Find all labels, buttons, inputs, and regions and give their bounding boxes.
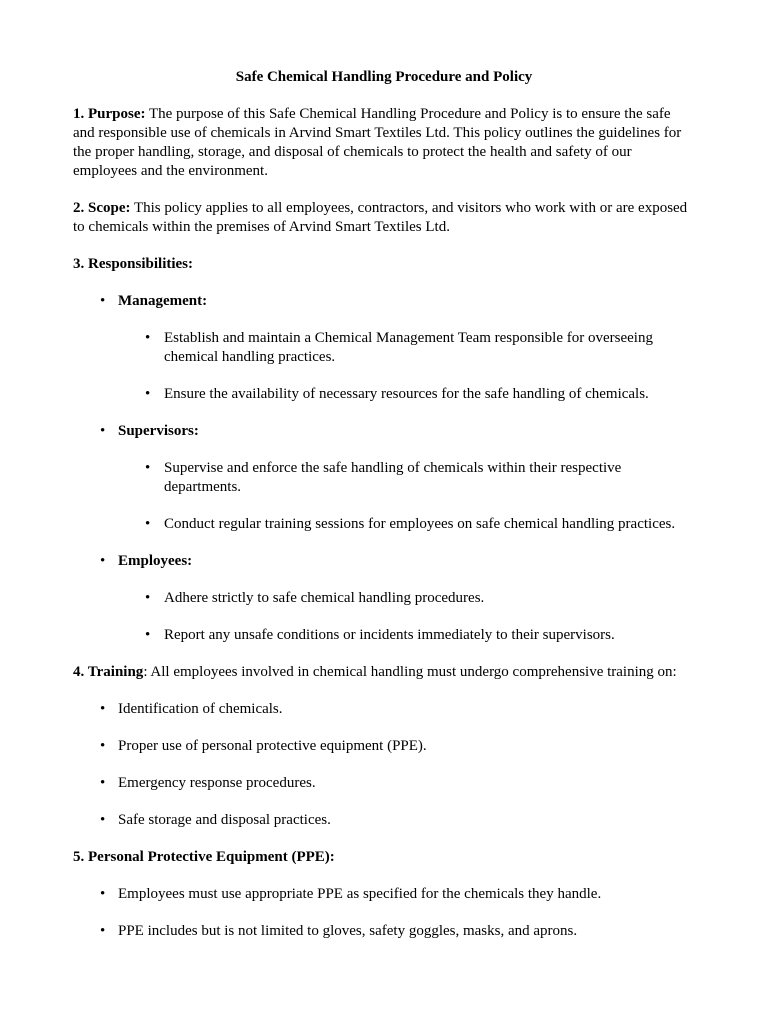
- list-item: • Safe storage and disposal practices.: [73, 811, 695, 830]
- employees-duties-list: [118, 589, 695, 645]
- training-label: 4. Training: [73, 664, 144, 680]
- list-item: • Establish and maintain a Chemical Management Team responsible for overseeing chemical handling practices.: [118, 329, 695, 367]
- scope-text: This policy applies to all employees, contractors, and visitors who work with or are exposed to chemicals within the premises of Arvind Smart Textiles Ltd.: [73, 200, 688, 235]
- responsibility-group-employees: [73, 552, 695, 645]
- training-text: : All employees involved in chemical handling must undergo comprehensive training on:: [143, 664, 677, 680]
- scope-label: 2. Scope:: [73, 200, 131, 216]
- list-item: • Conduct regular training sessions for employees on safe chemical handling practices.: [118, 515, 695, 534]
- scope-section: [73, 199, 695, 237]
- list-item: • Adhere strictly to safe chemical handling procedures.: [118, 589, 695, 608]
- document-title: Safe Chemical Handling Procedure and Policy: [235, 69, 533, 85]
- responsibilities-heading: 3. Responsibilities:: [73, 256, 194, 272]
- group-label: Supervisors:: [118, 423, 199, 439]
- document-page: [73, 68, 695, 959]
- list-item: • Report any unsafe conditions or incidents immediately to their supervisors.: [118, 626, 695, 645]
- list-item: • Ensure the availability of necessary resources for the safe handling of chemicals.: [118, 385, 695, 404]
- supervisors-duties-list: [118, 459, 695, 534]
- purpose-label: 1. Purpose:: [73, 106, 146, 122]
- purpose-text: The purpose of this Safe Chemical Handling Procedure and Policy is to ensure the safe and responsible use of chemicals in Arvind Smart Textiles Ltd. This policy outlines the guidelines for the proper handling, storage, and disposal of chemicals to protect the health and safety of our employees and the environment.: [73, 106, 682, 179]
- list-item: • Identification of chemicals.: [73, 700, 695, 719]
- responsibilities-list: [73, 292, 695, 645]
- training-section: [73, 663, 695, 682]
- group-label: Employees:: [118, 553, 193, 569]
- training-topics-list: [73, 700, 695, 830]
- list-item: • Supervise and enforce the safe handling of chemicals within their respective departments.: [118, 459, 695, 497]
- ppe-list: [73, 885, 695, 941]
- ppe-heading: 5. Personal Protective Equipment (PPE):: [73, 849, 335, 865]
- list-item: • Proper use of personal protective equipment (PPE).: [73, 737, 695, 756]
- list-item: • Employees must use appropriate PPE as specified for the chemicals they handle.: [73, 885, 695, 904]
- responsibility-group-supervisors: [73, 422, 695, 534]
- list-item: • PPE includes but is not limited to gloves, safety goggles, masks, and aprons.: [73, 922, 695, 941]
- list-item: • Emergency response procedures.: [73, 774, 695, 793]
- responsibility-group-management: [73, 292, 695, 404]
- group-label: Management:: [118, 293, 208, 309]
- purpose-section: [73, 105, 695, 181]
- management-duties-list: [118, 329, 695, 404]
